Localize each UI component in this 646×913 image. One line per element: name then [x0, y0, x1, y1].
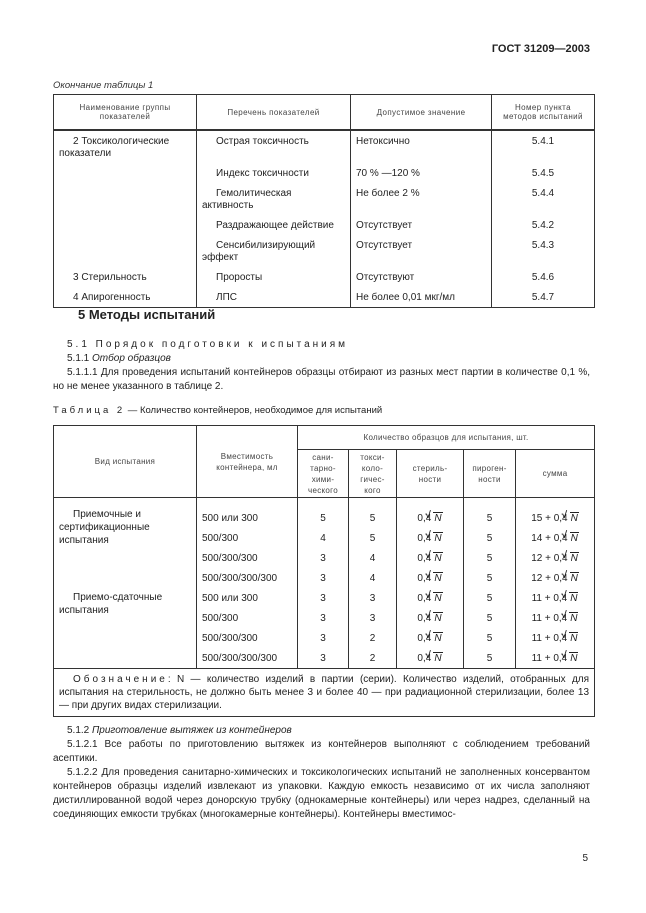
table-cell: 2 Токсикологические показатели — [54, 130, 197, 163]
table-cell: 3 — [298, 588, 349, 608]
table-cell: 5 — [464, 568, 516, 588]
table-cell — [54, 163, 197, 183]
col-header: Перечень показателей — [197, 95, 351, 131]
table-cell: Сенсибилизирующий эффект — [197, 235, 351, 267]
table-cell: Острая токсичность — [197, 130, 351, 163]
subsection-title: 5.1 Порядок подготовки к испытаниям — [67, 339, 349, 350]
table-cell: 5 — [464, 628, 516, 648]
table-cell: 5.4.5 — [492, 163, 595, 183]
table-cell: 4 — [349, 548, 397, 568]
table-row — [54, 215, 595, 235]
table-cell: 500/300 — [197, 608, 298, 628]
table-cell: 5 — [464, 528, 516, 548]
col-header: Допустимое значение — [351, 95, 492, 131]
table-cell: 0,4√ N — [397, 648, 464, 669]
table-cell: 3 — [349, 608, 397, 628]
table-row — [54, 588, 595, 608]
table-cell: 11 + 0,4√ N — [516, 648, 595, 669]
subsection-heading: 5.1.2 Приготовление вытяжек из контейнеров — [67, 725, 292, 736]
col-group-header: Количество образцов для испытания, шт. — [298, 426, 595, 450]
table-cell: 5 — [464, 648, 516, 669]
col-header: сани-тарно-хими-ческого — [298, 450, 349, 498]
table-cell: Нетоксично — [351, 130, 492, 163]
table-cell: 4 Апирогенность — [54, 287, 197, 308]
sqrt-n: √ N — [569, 612, 578, 624]
sqrt-n: √ N — [569, 652, 578, 664]
table-row — [54, 287, 595, 308]
subsection-heading: 5.1.1 Отбор образцов — [67, 353, 171, 364]
table-cell: 5 — [464, 588, 516, 608]
table-cell: 0,4√ N — [397, 628, 464, 648]
page-number: 5 — [582, 853, 588, 864]
sqrt-n: √ N — [433, 632, 442, 644]
table-cell: 5.4.4 — [492, 183, 595, 215]
sqrt-n: √ N — [433, 652, 442, 664]
sqrt-n: √ N — [433, 612, 442, 624]
col-header: сумма — [516, 450, 595, 498]
table-cell: 3 — [298, 548, 349, 568]
table-cell: Отсутствуют — [351, 267, 492, 287]
table-cell: ЛПС — [197, 287, 351, 308]
table-cell: 4 — [298, 528, 349, 548]
table-cell: 500/300/300 — [197, 548, 298, 568]
table-cell: 0,4√ N — [397, 498, 464, 529]
table-cell: 5.4.2 — [492, 215, 595, 235]
sqrt-n: √ N — [569, 632, 578, 644]
sqrt-n: √ N — [570, 552, 579, 564]
table-cell: 500/300/300/300 — [197, 648, 298, 669]
col-header: стериль-ности — [397, 450, 464, 498]
table-cell: Индекс токсичности — [197, 163, 351, 183]
sqrt-n: √ N — [433, 552, 442, 564]
table-cell: 14 + 0,4√ N — [516, 528, 595, 548]
table-cell: 3 — [349, 588, 397, 608]
table-cell: 11 + 0,4√ N — [516, 628, 595, 648]
table-cell: Гемолитическая активность — [197, 183, 351, 215]
table-cell: 5.4.3 — [492, 235, 595, 267]
table-cell: 5 — [349, 528, 397, 548]
table-cell: 12 + 0,4√ N — [516, 568, 595, 588]
table-cell: Не более 0,01 мкг/мл — [351, 287, 492, 308]
table-row — [54, 235, 595, 267]
table-cell: 0,4√ N — [397, 548, 464, 568]
paragraph: 5.1.2.1 Все работы по приготовлению вытяжек из контейнеров выполняют с соблюдением требований асептики. — [53, 739, 590, 764]
table-cell: 500/300/300 — [197, 628, 298, 648]
sqrt-n: √ N — [433, 532, 442, 544]
table-cell: 3 — [298, 628, 349, 648]
sqrt-n: √ N — [570, 532, 579, 544]
table-cell: 3 — [298, 608, 349, 628]
table-cell: 5 — [464, 548, 516, 568]
col-header: токси-коло-гичес-кого — [349, 450, 397, 498]
table-cell: 11 + 0,4√ N — [516, 588, 595, 608]
test-type-cell: Приемочные и сертификационные испытания — [54, 498, 197, 589]
table-cell: 11 + 0,4√ N — [516, 608, 595, 628]
table-cell: 12 + 0,4√ N — [516, 548, 595, 568]
standard-header: ГОСТ 31209—2003 — [491, 43, 590, 55]
table-cell: Проросты — [197, 267, 351, 287]
sqrt-n: √ N — [570, 512, 579, 524]
table-cell: 0,4√ N — [397, 528, 464, 548]
table-cell: 4 — [349, 568, 397, 588]
table-cell — [54, 183, 197, 215]
table-row — [54, 163, 595, 183]
table-cell: Не более 2 % — [351, 183, 492, 215]
table-cell — [54, 215, 197, 235]
table-cell: 500/300/300/300 — [197, 568, 298, 588]
table-cell: 0,4√ N — [397, 588, 464, 608]
table-cell: Раздражающее действие — [197, 215, 351, 235]
sqrt-n: √ N — [433, 512, 442, 524]
table-cell: 500 или 300 — [197, 498, 298, 529]
table-cell: 15 + 0,4√ N — [516, 498, 595, 529]
sqrt-n: √ N — [433, 592, 442, 604]
table-2 — [53, 425, 595, 717]
table-cell: 2 — [349, 648, 397, 669]
table-cell: 5 — [464, 498, 516, 529]
table2-caption: Таблица 2 — Количество контейнеров, необходимое для испытаний — [53, 405, 383, 416]
table-cell: Отсутствует — [351, 235, 492, 267]
table-cell — [54, 235, 197, 267]
table-cell: 70 % —120 % — [351, 163, 492, 183]
table-cell: 5.4.1 — [492, 130, 595, 163]
table-cell: 500/300 — [197, 528, 298, 548]
table1-caption: Окончание таблицы 1 — [53, 80, 154, 91]
table-row — [54, 498, 595, 529]
table-note: Обозначение: N — количество изделий в партии (серии). Количество изделий, отобранных для испытания на стерильность, не должно быть менее 3 и более 40 — при радиационной стерилизации, более 13 — при других видах стерилизации. — [54, 669, 595, 717]
table-cell: 3 Стерильность — [54, 267, 197, 287]
sqrt-n: √ N — [433, 572, 442, 584]
table-cell: Отсутствует — [351, 215, 492, 235]
table-row — [54, 130, 595, 163]
paragraph: 5.1.2.2 Для проведения санитарно-химических и токсикологических испытаний не заполненных консервантом контейнеров образцы изделий извлекают из упаковки. Каждую емкость независимо от их числа заполняют дистиллированной водой через донорскую трубку (однокамерные контейнеры) или через надрез, сделанный на соединяющих емкости трубках (многокамерные контейнеры). Контейнеры вместимос- — [53, 767, 590, 820]
paragraph: 5.1.1.1 Для проведения испытаний контейнеров образцы отбирают из разных мест партии в количестве 0,1 %, но не менее указанного в таблице 2. — [53, 367, 590, 392]
table-cell: 3 — [298, 568, 349, 588]
section-title: 5 Методы испытаний — [78, 307, 216, 322]
table-row — [54, 267, 595, 287]
table-1 — [53, 94, 595, 308]
table-row — [54, 183, 595, 215]
col-header: Вместимость контейнера, мл — [197, 426, 298, 498]
sqrt-n: √ N — [569, 592, 578, 604]
test-type-cell: Приемо-сдаточные испытания — [54, 588, 197, 669]
col-header: пироген-ности — [464, 450, 516, 498]
col-header: Номер пункта методов испытаний — [492, 95, 595, 131]
table-cell: 5.4.6 — [492, 267, 595, 287]
table-cell: 5 — [349, 498, 397, 529]
table-cell: 2 — [349, 628, 397, 648]
col-header: Вид испытания — [54, 426, 197, 498]
table-cell: 5 — [464, 608, 516, 628]
table-cell: 5.4.7 — [492, 287, 595, 308]
table-cell: 0,4√ N — [397, 568, 464, 588]
table-cell: 0,4√ N — [397, 608, 464, 628]
col-header: Наименование группы показателей — [54, 95, 197, 131]
table-cell: 500 или 300 — [197, 588, 298, 608]
table-cell: 3 — [298, 648, 349, 669]
sqrt-n: √ N — [570, 572, 579, 584]
table-cell: 5 — [298, 498, 349, 529]
